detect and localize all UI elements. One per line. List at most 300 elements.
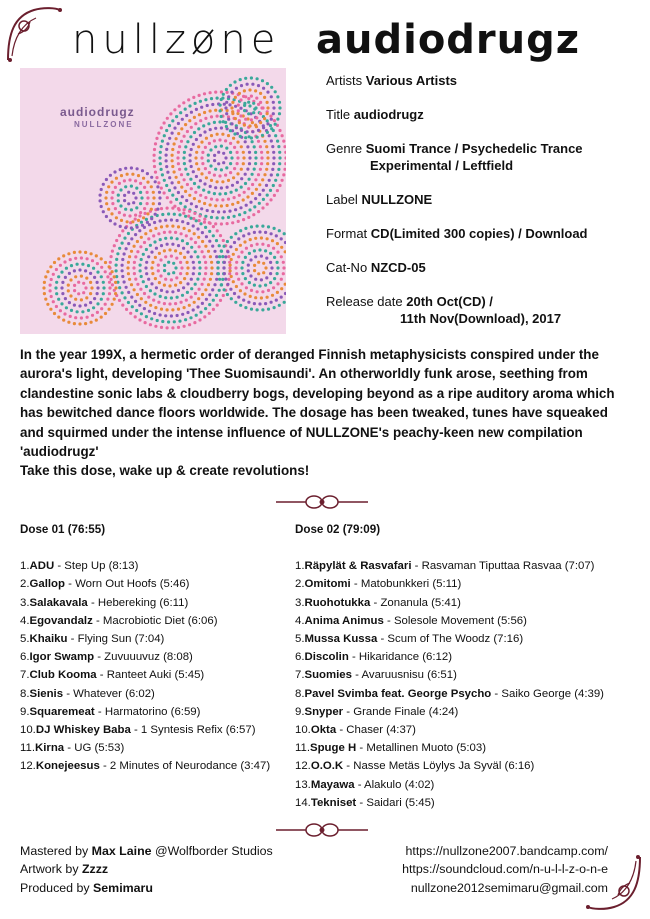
cover-dot (100, 266, 103, 269)
cover-dot (140, 196, 143, 199)
cover-dot (240, 251, 243, 254)
track-number: 6. (20, 651, 30, 664)
cover-dot (127, 242, 130, 245)
cover-dot (276, 282, 279, 285)
cover-dot (186, 251, 189, 254)
cover-dot (166, 117, 169, 120)
cover-dot (281, 179, 284, 182)
cover-dot (262, 198, 265, 201)
cover-dot (220, 145, 223, 148)
cover-dot (208, 293, 211, 296)
cover-dot (208, 240, 211, 243)
cover-dot (190, 126, 193, 129)
cover-dot (138, 214, 141, 217)
cover-dot (227, 134, 230, 137)
track-artist: Discolin (304, 651, 349, 664)
cover-dot (177, 326, 180, 329)
artwork-prefix: Artwork by (20, 862, 82, 877)
cover-dot (184, 108, 187, 111)
cover-dot (165, 148, 168, 151)
cover-dot (179, 202, 182, 205)
cover-dot (238, 92, 241, 95)
cover-dot (251, 130, 254, 133)
cover-dot (152, 196, 155, 199)
cover-dot (218, 278, 221, 281)
cover-dot (186, 183, 189, 186)
cover-dot (74, 257, 77, 260)
cover-dot (170, 314, 173, 317)
cover-dot (77, 281, 80, 284)
cover-dot (116, 252, 119, 255)
bandcamp-link[interactable]: https://nullzone2007.bandcamp.com/ (405, 844, 608, 858)
cover-dot (228, 266, 231, 269)
track-artist: Salakavala (29, 596, 88, 609)
cover-dot (254, 124, 257, 127)
cover-dot (142, 280, 145, 283)
cover-dot (190, 246, 193, 249)
cover-dot (192, 170, 195, 173)
description (20, 345, 632, 481)
cover-dot (262, 87, 265, 90)
cover-dot (52, 300, 55, 303)
cover-dot (143, 186, 146, 189)
cover-dot (230, 258, 233, 261)
cover-dot (184, 123, 187, 126)
cover-dot (243, 211, 246, 214)
cover-dot (110, 255, 113, 258)
track-title: - Step Up (8:13) (54, 560, 139, 573)
cover-dot (136, 250, 139, 253)
cover-dot (171, 148, 174, 151)
cover-dot (208, 303, 211, 306)
cover-dot (65, 306, 68, 309)
cover-dot (261, 243, 264, 246)
cover-dot (192, 261, 195, 264)
cover-dot (220, 283, 223, 286)
cover-dot (267, 225, 270, 228)
cover-dot (219, 104, 222, 107)
cover-dot (253, 302, 256, 305)
cover-dot (190, 255, 193, 258)
artwork-name: Zzzz (81, 862, 109, 877)
cover-dot (156, 319, 159, 322)
track-number: 12. (20, 760, 36, 773)
track-number: 3. (295, 596, 305, 609)
cover-dot (128, 278, 131, 281)
cover-dot (218, 192, 221, 195)
cover-dot (239, 229, 242, 232)
cover-dot (180, 301, 183, 304)
cover-dot (182, 101, 185, 104)
cover-dot (182, 247, 185, 250)
cover-dot (157, 132, 160, 135)
cover-dot (180, 127, 183, 130)
cover-dot (99, 194, 102, 197)
cover-dot (127, 232, 130, 235)
cover-dot (193, 232, 196, 235)
cover-dot (73, 289, 76, 292)
cover-dot (204, 196, 207, 199)
cover-dot (215, 278, 218, 281)
cover-dot (221, 133, 224, 136)
cover-dot (110, 278, 113, 281)
track-title: - Saiko George (4:39) (491, 687, 604, 700)
cover-dot (89, 292, 92, 295)
cover-dot (259, 121, 262, 124)
cover-dot (151, 261, 154, 264)
cover-dot (199, 119, 202, 122)
track-title: - Metallinen Muoto (5:03) (356, 742, 486, 755)
track-artist: DJ Whiskey Baba (35, 724, 131, 737)
cover-dot (135, 187, 138, 190)
cover-dot (198, 245, 201, 248)
cover-dot (186, 291, 189, 294)
cover-dot (247, 264, 250, 267)
cover-dot (115, 239, 118, 242)
cover-dot (265, 276, 268, 279)
cover-dot (53, 312, 56, 315)
cover-dot (182, 286, 185, 289)
cover-dot (104, 303, 107, 306)
cover-dot (68, 272, 71, 275)
cover-dot (176, 314, 179, 317)
cover-dot (205, 176, 208, 179)
cover-dot (121, 258, 124, 261)
cover-dot (223, 245, 226, 248)
cover-dot (242, 151, 245, 154)
cover-dot (164, 219, 167, 222)
cover-dot (131, 305, 134, 308)
cover-dot (175, 176, 178, 179)
cover-dot (210, 198, 213, 201)
cover-dot (127, 191, 130, 194)
cover-dot (270, 173, 273, 176)
cover-dot (235, 285, 238, 288)
cover-dot (121, 291, 124, 294)
cover-dot (263, 117, 266, 120)
cover-dot (50, 295, 53, 298)
email-link[interactable]: nullzone2012semimaru@gmail.com (410, 880, 608, 895)
cover-dot (258, 302, 261, 305)
cover-dot (92, 267, 95, 270)
track-title: - Saidari (5:45) (356, 796, 435, 809)
cover-dot (119, 188, 122, 191)
cover-dot (85, 296, 88, 299)
cover-dot (177, 244, 180, 247)
cover-dot (143, 241, 146, 244)
dose-01-heading: Dose 01 (76:55) (20, 523, 106, 536)
cover-dot (205, 298, 208, 301)
cover-dot (93, 276, 96, 279)
cover-dot (164, 255, 167, 258)
cover-dot (280, 287, 283, 290)
cover-dot (117, 199, 120, 202)
cover-dot (150, 217, 153, 220)
cover-dot (266, 101, 269, 104)
cover-dot (114, 286, 117, 289)
cover-dot (234, 266, 237, 269)
cover-dot (269, 189, 272, 192)
cover-dot (81, 310, 84, 313)
track-title: - 2 Minutes of Neurodance (3:47) (99, 760, 271, 773)
track-number: 11. (20, 742, 35, 755)
cover-dot (168, 124, 171, 127)
cover-dot (258, 248, 261, 251)
cover-dot (189, 217, 192, 220)
cover-dot (153, 292, 156, 295)
cover-dot (168, 248, 171, 251)
cover-dot (166, 243, 169, 246)
cover-dot (280, 237, 283, 240)
release-value-2: 11th Nov(Download), 2017 (400, 311, 562, 326)
cover-dot (46, 303, 49, 306)
cover-dot (190, 278, 193, 281)
cover-dot (158, 191, 161, 194)
cover-dot (276, 251, 279, 254)
cover-dot (254, 106, 257, 109)
cover-dot (201, 240, 204, 243)
cover-dot (198, 200, 201, 203)
track-title: - Worn Out Hoofs (5:46) (64, 578, 190, 591)
cover-dot (208, 142, 211, 145)
cover-dot (213, 250, 216, 253)
cover-dot (239, 206, 242, 209)
cover-dot (239, 244, 242, 247)
cover-dot (229, 84, 232, 87)
cover-dot (226, 293, 229, 296)
cover-dot (186, 261, 189, 264)
cover-dot (276, 266, 279, 269)
track-item (20, 557, 270, 575)
cover-dot (243, 89, 246, 92)
track-title: - Chaser (4:37) (336, 724, 416, 737)
cover-dot (132, 201, 135, 204)
cover-dot (130, 283, 133, 286)
cover-dot (186, 222, 189, 225)
cover-dot (209, 148, 212, 151)
cover-dot (189, 154, 192, 157)
cover-dot (240, 84, 243, 87)
cover-dot (230, 122, 233, 125)
cover-dot (180, 140, 183, 143)
cover-dot (175, 137, 178, 140)
cover-dot (124, 208, 127, 211)
cover-dot (179, 111, 182, 114)
cover-dot (175, 276, 178, 279)
cover-dot (248, 208, 251, 211)
cover-dot (233, 292, 236, 295)
cover-dot (251, 140, 254, 143)
cover-dot (185, 114, 188, 117)
cover-dot (163, 134, 166, 137)
cover-dot (174, 284, 177, 287)
cover-dot (176, 296, 179, 299)
cover-dot (242, 299, 245, 302)
cover-dot (166, 171, 169, 174)
cover-dot (204, 215, 207, 218)
cover-dot (184, 318, 187, 321)
cover-dot (163, 284, 166, 287)
cover-dot (100, 188, 103, 191)
cover-dot (199, 194, 202, 197)
cover-dot (134, 300, 137, 303)
cover-dot (244, 136, 247, 139)
cover-dot (225, 112, 228, 115)
cover-dot (145, 248, 148, 251)
track-title: - Matobunkkeri (5:11) (350, 578, 462, 591)
cover-dot (271, 294, 274, 297)
cover-dot (197, 297, 200, 300)
cover-dot (275, 234, 278, 237)
cover-dot (74, 316, 77, 319)
cover-dot (196, 305, 199, 308)
release-row (326, 293, 561, 327)
cover-dot (186, 140, 189, 143)
cover-dot (254, 151, 257, 154)
cover-dot (236, 181, 239, 184)
cover-dot (214, 204, 217, 207)
cover-dot (258, 230, 261, 233)
cover-dot (251, 173, 254, 176)
cover-dot (276, 118, 279, 121)
cover-dot (61, 292, 64, 295)
cover-dot (220, 126, 223, 129)
cover-dot (100, 205, 103, 208)
cover-dot (154, 325, 157, 328)
label-value: NULLZONE (361, 192, 433, 207)
cover-dot (201, 293, 204, 296)
cover-dot (194, 156, 197, 159)
cover-dot (166, 225, 169, 228)
cover-dot (190, 148, 193, 151)
cover-dot (149, 323, 152, 326)
cover-dot (188, 210, 191, 213)
cover-dot (90, 286, 93, 289)
cover-dot (55, 281, 58, 284)
cover-dot (266, 82, 269, 85)
cover-dot (188, 323, 191, 326)
cover-dot (249, 201, 252, 204)
track-artist: Omitomi (304, 578, 351, 591)
cover-dot (198, 214, 201, 217)
cover-dot (211, 245, 214, 248)
cover-dot (226, 222, 229, 225)
cover-dot (74, 275, 77, 278)
cover-dot (115, 269, 118, 272)
track-item (295, 721, 604, 739)
cover-dot (106, 298, 109, 301)
cover-dot (146, 196, 149, 199)
cover-dot (256, 290, 259, 293)
cover-dot (220, 204, 223, 207)
cover-dot (224, 255, 227, 258)
mastered-prefix: Mastered by (20, 844, 92, 858)
cover-dot (265, 168, 268, 171)
cover-dot (197, 236, 200, 239)
cover-dot (168, 189, 171, 192)
cover-dot (159, 274, 162, 277)
cover-dot (134, 196, 137, 199)
cover-dot (164, 237, 167, 240)
cover-dot (134, 315, 137, 318)
cover-dot (177, 151, 180, 154)
cover-dot (228, 103, 231, 106)
cover-dot (203, 182, 206, 185)
cover-dot (120, 174, 123, 177)
cover-dot (108, 292, 111, 295)
track-item (20, 594, 270, 612)
cover-dot (242, 162, 245, 165)
cover-dot (124, 226, 127, 229)
cover-dot (227, 198, 230, 201)
cover-dot (109, 219, 112, 222)
cover-dot (82, 291, 85, 294)
cover-dot (150, 282, 153, 285)
cover-dot (273, 194, 276, 197)
cover-dot (117, 194, 120, 197)
cover-dot (69, 315, 72, 318)
cover-dot (229, 245, 232, 248)
cover-dot (157, 269, 160, 272)
cover-dot (266, 296, 269, 299)
cover-dot (240, 168, 243, 171)
cover-dot (260, 162, 263, 165)
cover-dot (185, 299, 188, 302)
cover-dot (253, 145, 256, 148)
cover-dot (214, 168, 217, 171)
cover-dot (121, 269, 124, 272)
cover-dot (275, 299, 278, 302)
cover-dot (214, 127, 217, 130)
cover-dot (139, 269, 142, 272)
track-artist: Kirna (35, 742, 65, 755)
cover-dot (123, 237, 126, 240)
cover-dot (120, 219, 123, 222)
cover-dot (100, 275, 103, 278)
cover-dot (111, 250, 114, 253)
track-title: - Rasvaman Tiputtaa Rasvaa (7:07) (411, 560, 595, 573)
cover-dot (220, 186, 223, 189)
cover-dot (68, 301, 71, 304)
cover-dot (73, 322, 76, 325)
cover-dot (190, 296, 193, 299)
cover-dot (140, 312, 143, 315)
cover-dot (176, 237, 179, 240)
cover-dot (194, 241, 197, 244)
cover-dot (154, 277, 157, 280)
cover-dot (150, 208, 153, 211)
cover-dot (59, 264, 62, 267)
soundcloud-link[interactable]: https://soundcloud.com/n-u-l-l-z-o-n-e (402, 862, 608, 877)
cover-dot (115, 258, 118, 261)
cover-dot (255, 188, 258, 191)
cover-dot (276, 261, 279, 264)
cover-dot (127, 301, 130, 304)
cover-dot (253, 168, 256, 171)
cover-dot (247, 97, 250, 100)
cover-dot (249, 274, 252, 277)
cover-dot (225, 125, 228, 128)
cover-dot (118, 211, 121, 214)
cover-dot (229, 162, 232, 165)
cover-dot (250, 225, 253, 228)
cover-dot (161, 173, 164, 176)
cover-dot (224, 278, 227, 281)
track-number: 3. (20, 596, 30, 609)
cover-dot (284, 292, 286, 295)
cover-dot (195, 175, 198, 178)
cover-dot (199, 134, 202, 137)
